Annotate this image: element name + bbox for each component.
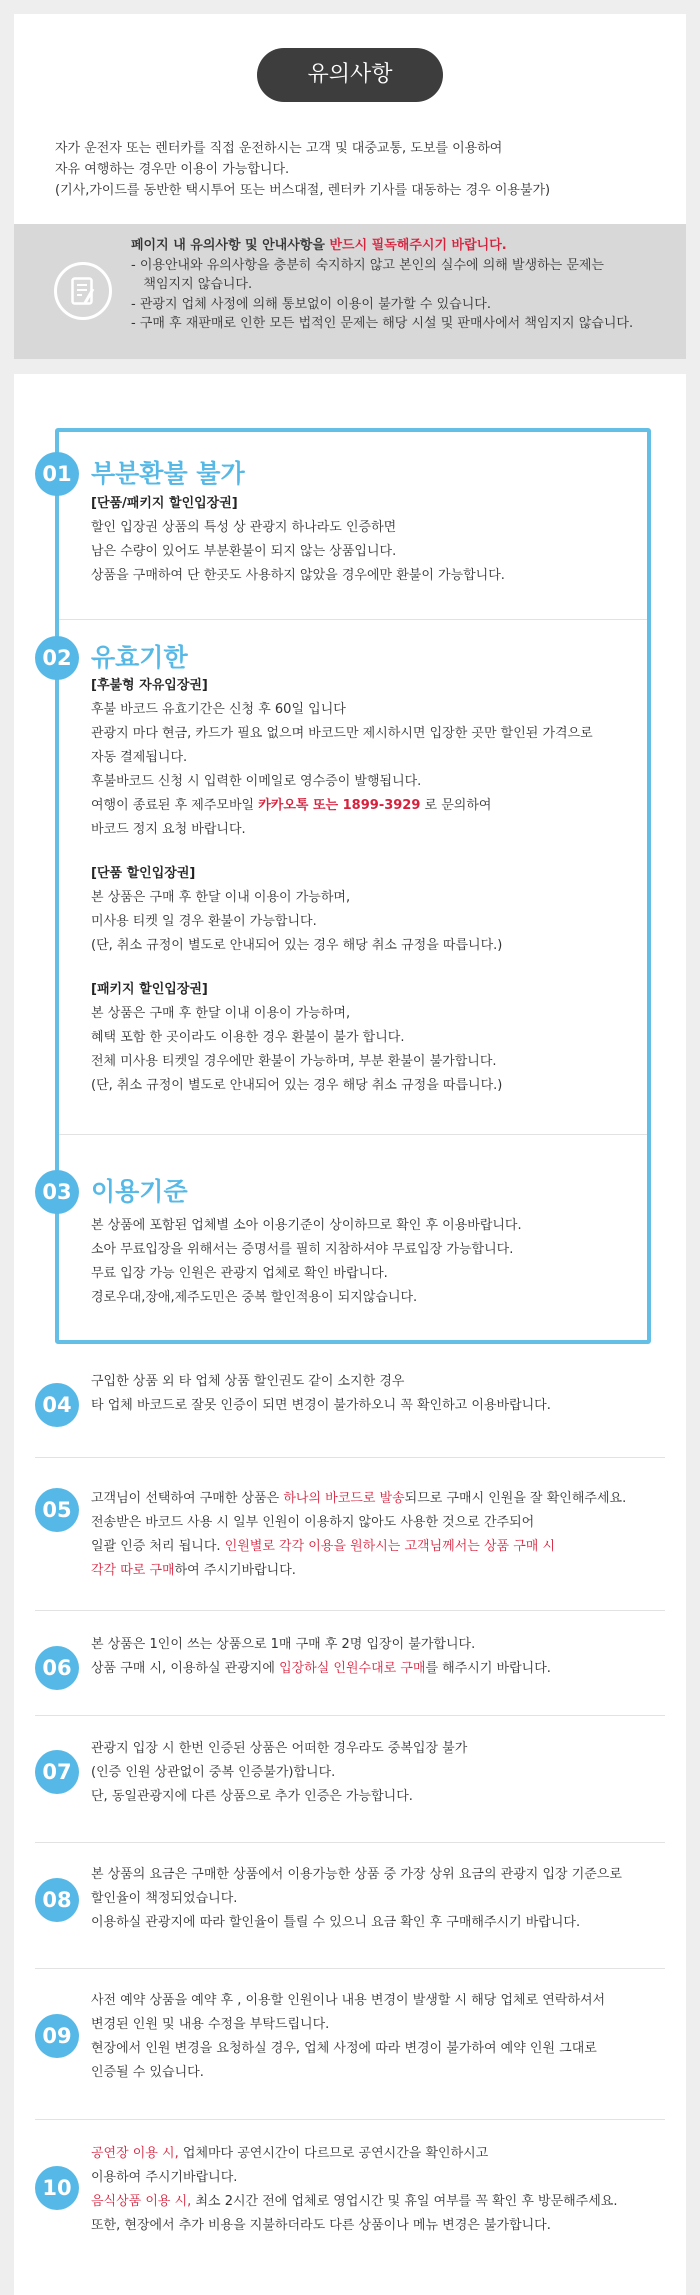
purchase-highlight: 각각 따로 구매 — [91, 1563, 175, 1578]
section-line: 소아 무료입장을 위해서는 증명서를 필히 지참하셔야 무료입장 가능합니다. — [91, 1242, 514, 1257]
section-05-body — [91, 1487, 626, 1583]
section-09-body — [91, 1989, 605, 2085]
section-line — [91, 1535, 626, 1559]
section-line: 전송받은 바코드 사용 시 일부 인원이 이용하지 않아도 사용한 것으로 간주되어 — [91, 1515, 535, 1530]
section-line: (단, 취소 규정이 별도로 안내되어 있는 경우 해당 취소 규정을 따릅니다.) — [91, 1078, 503, 1093]
section-title-validity: 유효기한 — [91, 643, 188, 672]
intro-line: 자유 여행하는 경우만 이용이 가능합니다. — [55, 162, 290, 177]
notice-line: 책임지지 않습니다. — [131, 277, 253, 292]
section-number-06: 06 — [35, 1646, 79, 1690]
section-line: 무료 입장 가능 인원은 관광지 업체로 확인 바랍니다. — [91, 1266, 388, 1281]
section-10-body — [91, 2142, 618, 2238]
line-text: 여행이 종료된 후 제주모바일 — [91, 798, 259, 813]
section-01-body — [91, 492, 505, 588]
notice-line: - 이용안내와 유의사항을 충분히 숙지하지 않고 본인의 실수에 의해 발생하는 문제는 — [131, 257, 604, 273]
divider — [35, 1610, 665, 1611]
divider — [35, 1457, 665, 1458]
section-line: 이용하여 주시기바랍니다. — [91, 2170, 238, 2185]
section-06-body — [91, 1633, 551, 1681]
section-number-01: 01 — [35, 452, 79, 496]
line-text: 업체마다 공연시간이 다르므로 공연시간을 확인하시고 — [178, 2146, 489, 2161]
notice-card — [14, 14, 686, 359]
divider — [35, 1715, 665, 1716]
section-number-03: 03 — [35, 1170, 79, 1214]
section-line — [91, 2190, 618, 2214]
page-title: 유의사항 — [257, 48, 443, 102]
section-line — [91, 1559, 626, 1583]
section-line: 사전 예약 상품을 예약 후 , 이용할 인원이나 내용 변경이 발생할 시 해당 업체로 연락하셔서 — [91, 1993, 606, 2008]
section-line: 인증될 수 있습니다. — [91, 2065, 204, 2080]
divider — [59, 1134, 647, 1135]
document-pencil-icon — [54, 262, 112, 320]
section-number-08: 08 — [35, 1878, 79, 1922]
line-text: 일괄 인증 처리 됩니다. — [91, 1539, 225, 1554]
section-line: 타 업체 바코드로 잘못 인증이 되면 변경이 불가하오니 꼭 확인하고 이용바랍니다. — [91, 1398, 551, 1413]
section-line — [91, 1487, 626, 1511]
section-line: 자동 결제됩니다. — [91, 750, 188, 765]
section-line: 경로우대,장애,제주도민은 중복 할인적용이 되지않습니다. — [91, 1290, 418, 1305]
section-04-body — [91, 1370, 551, 1418]
notice-heading-text: 페이지 내 유의사항 및 안내사항을 — [131, 238, 330, 253]
notice-heading-emphasis: 반드시 필독해주시기 바랍니다. — [329, 238, 507, 253]
section-number-02: 02 — [35, 636, 79, 680]
section-number-09: 09 — [35, 2014, 79, 2058]
section-line: 할인 입장권 상품의 특성 상 관광지 하나라도 인증하면 — [91, 520, 397, 535]
line-text: 상품 구매 시, 이용하실 관광지에 — [91, 1661, 280, 1676]
section-number-10: 10 — [35, 2166, 79, 2210]
section-line: 후불 바코드 유효기간은 신청 후 60일 입니다 — [91, 702, 346, 717]
section-line: 후불바코드 신청 시 입력한 이메일로 영수증이 발행됩니다. — [91, 774, 422, 789]
section-line: 변경된 인원 및 내용 수정을 부탁드립니다. — [91, 2017, 330, 2032]
section-08-body — [91, 1863, 622, 1935]
performance-highlight: 공연장 이용 시, — [91, 2146, 179, 2161]
section-line: 또한, 현장에서 추가 비용을 지불하더라도 다른 상품이나 메뉴 변경은 불가합니다. — [91, 2218, 551, 2233]
line-text: 되므로 구매시 인원을 잘 확인해주세요. — [404, 1491, 627, 1506]
line-text: 고객님이 선택하여 구매한 상품은 — [91, 1491, 284, 1506]
divider — [35, 1968, 665, 1969]
divider — [35, 2119, 665, 2120]
section-number-07: 07 — [35, 1750, 79, 1794]
notice-line: - 구매 후 재판매로 인한 모든 법적인 문제는 해당 시설 및 판매사에서 책임지지 않습니다. — [131, 316, 634, 331]
purchase-highlight: 인원별로 각각 이용을 원하시는 고객님께서는 상품 구매 시 — [224, 1539, 556, 1554]
intro-line: (기사,가이드를 동반한 택시투어 또는 버스대절, 렌터카 기사를 대동하는 경우 이용불가) — [55, 183, 551, 198]
section-line: 본 상품은 1인이 쓰는 상품으로 1매 구매 후 2명 입장이 불가합니다. — [91, 1637, 476, 1652]
section-subtitle: [후불형 자유입장권] — [91, 678, 208, 693]
line-text: 최소 2시간 전에 업체로 영업시간 및 휴일 여부를 꼭 확인 후 방문해주세요. — [191, 2194, 618, 2209]
section-line: 관광지 입장 시 한번 인증된 상품은 어떠한 경우라도 중복입장 불가 — [91, 1741, 468, 1756]
section-line: 상품을 구매하여 단 한곳도 사용하지 않았을 경우에만 환불이 가능합니다. — [91, 568, 505, 583]
divider — [59, 619, 647, 620]
section-line: (단, 취소 규정이 별도로 안내되어 있는 경우 해당 취소 규정을 따릅니다.) — [91, 938, 503, 953]
section-line: 본 상품은 구매 후 한달 이내 이용이 가능하며, — [91, 1006, 351, 1021]
notice-heading — [131, 236, 679, 256]
line-text: 하여 주시기바랍니다. — [174, 1563, 296, 1578]
section-line: 전체 미사용 티켓일 경우에만 환불이 가능하며, 부분 환불이 불가합니다. — [91, 1054, 497, 1069]
notice-box — [14, 224, 686, 359]
line-text: 로 문의하여 — [420, 798, 492, 813]
notice-text — [131, 236, 679, 334]
section-line: (인증 인원 상관없이 중복 인증불가)합니다. — [91, 1765, 336, 1780]
section-line: 미사용 티켓 일 경우 환불이 가능합니다. — [91, 914, 317, 929]
section-line: 이용하실 관광지에 따라 할인율이 틀릴 수 있으니 요금 확인 후 구매해주시기 바랍니다. — [91, 1915, 581, 1930]
section-line: 관광지 마다 현금, 카드가 필요 없으며 바코드만 제시하시면 입장한 곳만 할인된 가격으로 — [91, 726, 593, 741]
section-line: 남은 수량이 있어도 부분환불이 되지 않는 상품입니다. — [91, 544, 397, 559]
divider — [35, 1842, 665, 1843]
intro-text — [55, 138, 655, 201]
section-subtitle: [패키지 할인입장권] — [91, 982, 208, 997]
intro-line: 자가 운전자 또는 렌터카를 직접 운전하시는 고객 및 대중교통, 도보를 이용하여 — [55, 141, 503, 156]
contact-highlight: 카카오톡 또는 1899-3929 — [258, 798, 421, 813]
section-03-body — [91, 1214, 522, 1310]
section-07-body — [91, 1737, 467, 1809]
section-subtitle: [단품/패키지 할인입장권] — [91, 496, 238, 511]
section-line: 구입한 상품 외 타 업체 상품 할인권도 같이 소지한 경우 — [91, 1374, 405, 1389]
section-line: 단, 동일관광지에 다른 상품으로 추가 인증은 가능합니다. — [91, 1789, 413, 1804]
notice-line: - 관광지 업체 사정에 의해 통보없이 이용이 불가할 수 있습니다. — [131, 296, 491, 312]
section-line: 현장에서 인원 변경을 요청하실 경우, 업체 사정에 따라 변경이 불가하여 예약 인원 그대로 — [91, 2041, 597, 2056]
rules-card — [14, 374, 686, 2295]
section-subtitle: [단품 할인입장권] — [91, 866, 196, 881]
section-line: 본 상품에 포함된 업체별 소아 이용기준이 상이하므로 확인 후 이용바랍니다. — [91, 1218, 522, 1233]
barcode-highlight: 하나의 바코드로 발송 — [283, 1491, 405, 1506]
section-line: 혜택 포함 한 곳이라도 이용한 경우 환불이 불가 합니다. — [91, 1030, 405, 1045]
headcount-highlight: 입장하실 인원수대로 구매 — [279, 1661, 426, 1676]
section-title-refund: 부분환불 불가 — [91, 459, 245, 488]
section-02-body — [91, 674, 593, 1098]
section-number-04: 04 — [35, 1383, 79, 1427]
section-line — [91, 794, 593, 818]
section-line: 할인율이 책정되었습니다. — [91, 1891, 238, 1906]
food-highlight: 음식상품 이용 시, — [91, 2194, 192, 2209]
section-line: 바코드 정지 요청 바랍니다. — [91, 822, 246, 837]
section-line: 본 상품의 요금은 구매한 상품에서 이용가능한 상품 중 가장 상위 요금의 관광지 입장 기준으로 — [91, 1867, 622, 1882]
line-text: 를 해주시기 바랍니다. — [425, 1661, 551, 1676]
section-line — [91, 1657, 551, 1681]
section-line: 본 상품은 구매 후 한달 이내 이용이 가능하며, — [91, 890, 351, 905]
section-line — [91, 2142, 618, 2166]
section-title-usage: 이용기준 — [91, 1177, 188, 1206]
section-number-05: 05 — [35, 1488, 79, 1532]
